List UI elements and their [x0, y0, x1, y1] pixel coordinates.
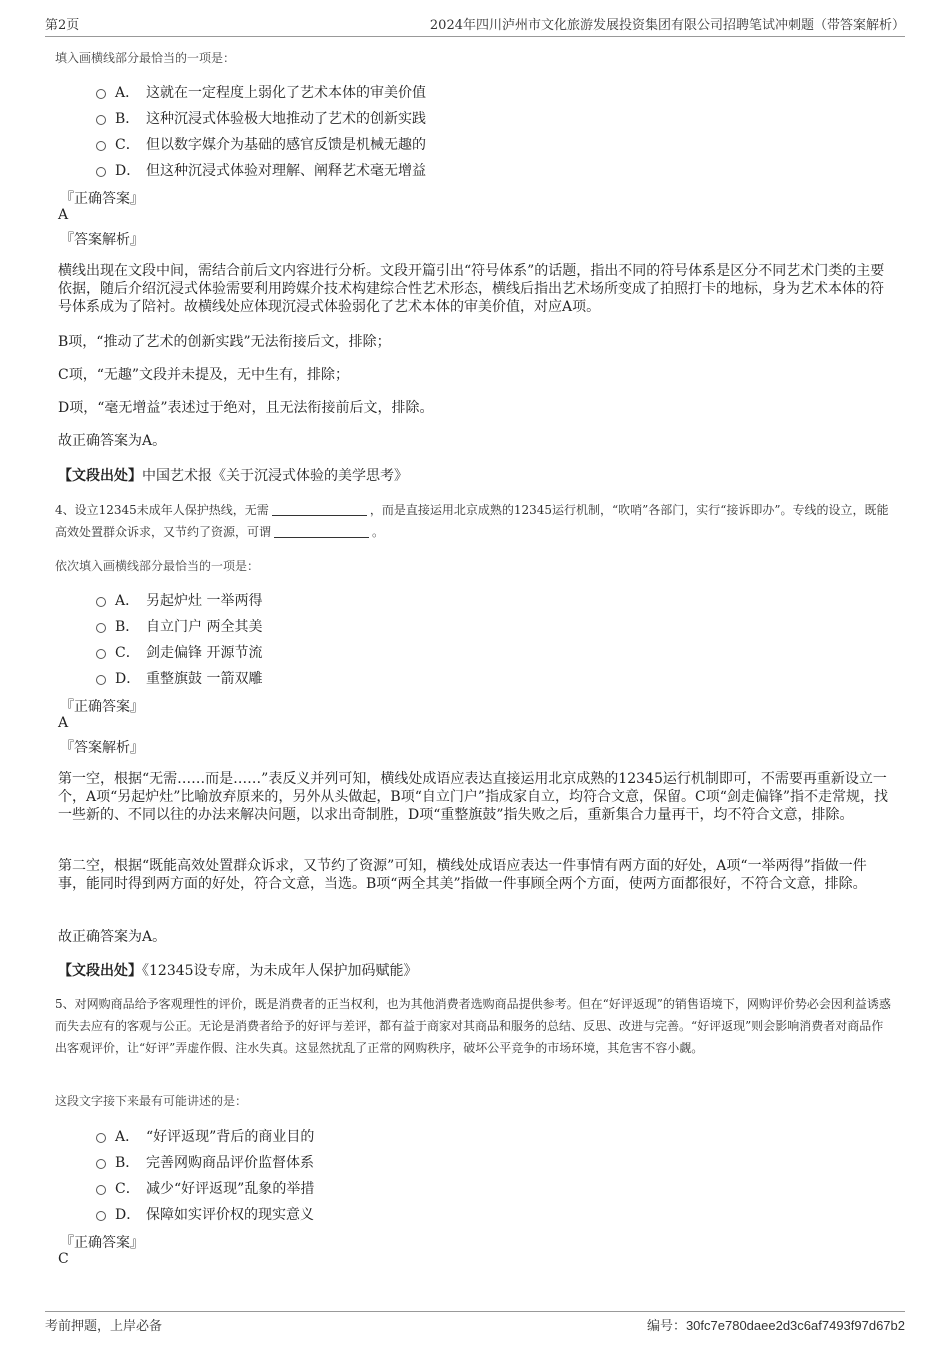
- q3-analysis-para-3: C项，“无趣”文段并未提及，无中生有，排除；: [58, 367, 350, 383]
- q4-option-d[interactable]: [96, 668, 262, 688]
- source-text: 《12345设专席，为未成年人保护加码赋能》: [142, 963, 418, 979]
- option-letter: B．: [115, 111, 140, 127]
- q3-source: [58, 467, 891, 485]
- q4-text-part-2: ，而是直接运用北京成熟的12345运行机制，“吹哨”各部门，实行“接诉即办”。专线的设立，既能高效处置群众诉求，又节约了资源，可谓: [55, 503, 889, 539]
- answer-blank-1: [272, 502, 367, 516]
- option-letter: A．: [115, 593, 140, 609]
- option-letter: D．: [115, 1207, 141, 1223]
- page-footer: [45, 1311, 905, 1334]
- q4-analysis-label: 『答案解析』: [60, 740, 144, 756]
- option-text: 完善网购商品评价监督体系: [146, 1155, 314, 1171]
- q5-answer: C: [58, 1251, 69, 1267]
- option-letter: C．: [115, 137, 140, 153]
- radio-icon[interactable]: [96, 1185, 106, 1195]
- q4-analysis-para-2: 第二空，根据“既能高效处置群众诉求，又节约了资源”可知，横线处成语应表达一件事情有两方面的好处，A项“一举两得”指做一件事，能同时得到两方面的好处，符合文意，当选。B项“两全其美”指做一件事顾全两个方面，使两方面都很好，不符合文意，排除。: [58, 858, 867, 892]
- q4-analysis-para-3: 故正确答案为A。: [58, 929, 167, 945]
- option-text: 剑走偏锋 开源节流: [146, 645, 263, 661]
- option-letter: C．: [115, 645, 140, 661]
- q4-answer-label: 『正确答案』: [60, 699, 144, 715]
- footer-slogan: 考前押题，上岸必备: [45, 1319, 163, 1334]
- q3-option-b[interactable]: [96, 108, 426, 128]
- q4-source: [58, 962, 891, 980]
- answer-blank-2: [274, 524, 369, 538]
- q3-option-a[interactable]: [96, 82, 426, 102]
- option-letter: B．: [115, 1155, 140, 1171]
- page-number: 第2页: [45, 18, 80, 33]
- radio-icon[interactable]: [96, 597, 106, 607]
- q3-analysis-para-4: D项，“毫无增益”表述过于绝对，且无法衔接前后文，排除。: [58, 400, 434, 416]
- q5-option-b[interactable]: [96, 1152, 314, 1172]
- option-text: 这种沉浸式体验极大地推动了艺术的创新实践: [146, 111, 426, 127]
- option-text: 自立门户 两全其美: [146, 619, 263, 635]
- option-text: 这就在一定程度上弱化了艺术本体的审美价值: [146, 85, 426, 101]
- q4-question-text: [55, 499, 895, 543]
- option-letter: C．: [115, 1181, 140, 1197]
- option-letter: D．: [115, 671, 141, 687]
- q5-option-d[interactable]: [96, 1204, 314, 1224]
- q3-answer-label: 『正确答案』: [60, 191, 144, 207]
- q3-analysis-para-2: B项，“推动了艺术的创新实践”无法衔接后文，排除；: [58, 334, 391, 350]
- q5-option-a[interactable]: [96, 1126, 314, 1146]
- page-header: [45, 14, 905, 37]
- q4-prompt: 依次填入画横线部分最恰当的一项是：: [55, 559, 260, 573]
- q4-option-a[interactable]: [96, 590, 262, 610]
- q5-question-text: 5、对网购商品给予客观理性的评价，既是消费者的正当权利，也为其他消费者选购商品提供参考。但在“好评返现”的销售语境下，网购评价势必会因利益诱惑而失去应有的客观与公正。无论是消费者给予的好评与差评，都有益于商家对其商品和服务的总结、反思、改进与完善。“好评返现”则会影响消费者对商品作出客观评价，让“好评”弄虚作假、注水失真。这显然扰乱了正常的网购秩序，破坏公平竞争的市场环境，其危害不容小觑。: [55, 997, 891, 1055]
- q3-option-d[interactable]: [96, 160, 426, 180]
- option-letter: B．: [115, 619, 140, 635]
- q3-answer: A: [58, 207, 69, 223]
- code-value: 30fc7e780daee2d3c6af7493f97d67b2: [685, 1318, 905, 1333]
- q5-answer-label: 『正确答案』: [60, 1235, 144, 1251]
- q3-analysis-para-5: 故正确答案为A。: [58, 433, 167, 449]
- q4-text-part-1: 4、设立12345未成年人保护热线，无需: [55, 503, 269, 517]
- radio-icon[interactable]: [96, 623, 106, 633]
- option-text: “好评返现”背后的商业目的: [146, 1129, 315, 1145]
- option-text: 但这种沉浸式体验对理解、阐释艺术毫无增益: [146, 163, 426, 179]
- document-code: [647, 1315, 905, 1334]
- radio-icon[interactable]: [96, 115, 106, 125]
- option-letter: A．: [115, 1129, 140, 1145]
- radio-icon[interactable]: [96, 1133, 106, 1143]
- radio-icon[interactable]: [96, 1211, 106, 1221]
- radio-icon[interactable]: [96, 675, 106, 685]
- option-letter: D．: [115, 163, 141, 179]
- option-text: 减少“好评返现”乱象的举措: [146, 1181, 315, 1197]
- q3-analysis-para-1: 横线出现在文段中间，需结合前后文内容进行分析。文段开篇引出“符号体系”的话题，指出不同的符号体系是区分不同艺术门类的主要依据，随后介绍沉浸式体验需要利用跨媒介技术构建综合性艺术形态，横线后指出艺术场所变成了拍照打卡的地标，身为艺术本体的符号体系成为了陪衬。故横线处应体现沉浸式体验弱化了艺术本体的审美价值，对应A项。: [58, 263, 885, 315]
- option-text: 但以数字媒介为基础的感官反馈是机械无趣的: [146, 137, 426, 153]
- source-label: 【文段出处】: [58, 468, 142, 484]
- q4-answer: A: [58, 715, 69, 731]
- q4-option-c[interactable]: [96, 642, 262, 662]
- option-text: 重整旗鼓 一箭双雕: [146, 671, 263, 687]
- q5-option-c[interactable]: [96, 1178, 314, 1198]
- q3-option-c[interactable]: [96, 134, 426, 154]
- radio-icon[interactable]: [96, 89, 106, 99]
- radio-icon[interactable]: [96, 649, 106, 659]
- radio-icon[interactable]: [96, 167, 106, 177]
- option-text: 保障如实评价权的现实意义: [146, 1207, 314, 1223]
- option-letter: A．: [115, 85, 140, 101]
- q4-text-part-3: 。: [372, 525, 385, 539]
- q3-analysis-label: 『答案解析』: [60, 232, 144, 248]
- code-label: 编号：: [646, 1319, 686, 1334]
- q3-prompt: 填入画横线部分最恰当的一项是：: [55, 51, 236, 65]
- q4-analysis-para-1: 第一空，根据“无需……而是……”表反义并列可知，横线处成语应表达直接运用北京成熟的12345运行机制即可，不需要再重新设立一个，A项“另起炉灶”比喻放弃原来的，另外从头做起，B项“自立门户”指成家自立，均符合文意，保留。C项“剑走偏锋”指不走常规，找一些新的、不同以往的办法来解决问题，以求出奇制胜，D项“重整旗鼓”指失败之后，重新集合力量再干，均不符合文意，排除。: [58, 771, 889, 823]
- source-text: 中国艺术报《关于沉浸式体验的美学思考》: [142, 468, 408, 484]
- option-text: 另起炉灶 一举两得: [146, 593, 263, 609]
- radio-icon[interactable]: [96, 1159, 106, 1169]
- radio-icon[interactable]: [96, 141, 106, 151]
- q4-option-b[interactable]: [96, 616, 262, 636]
- source-label: 【文段出处】: [58, 963, 142, 979]
- q5-prompt: 这段文字接下来最有可能讲述的是：: [55, 1094, 248, 1108]
- document-title: 2024年四川泸州市文化旅游发展投资集团有限公司招聘笔试冲刺题（带答案解析）: [429, 18, 905, 33]
